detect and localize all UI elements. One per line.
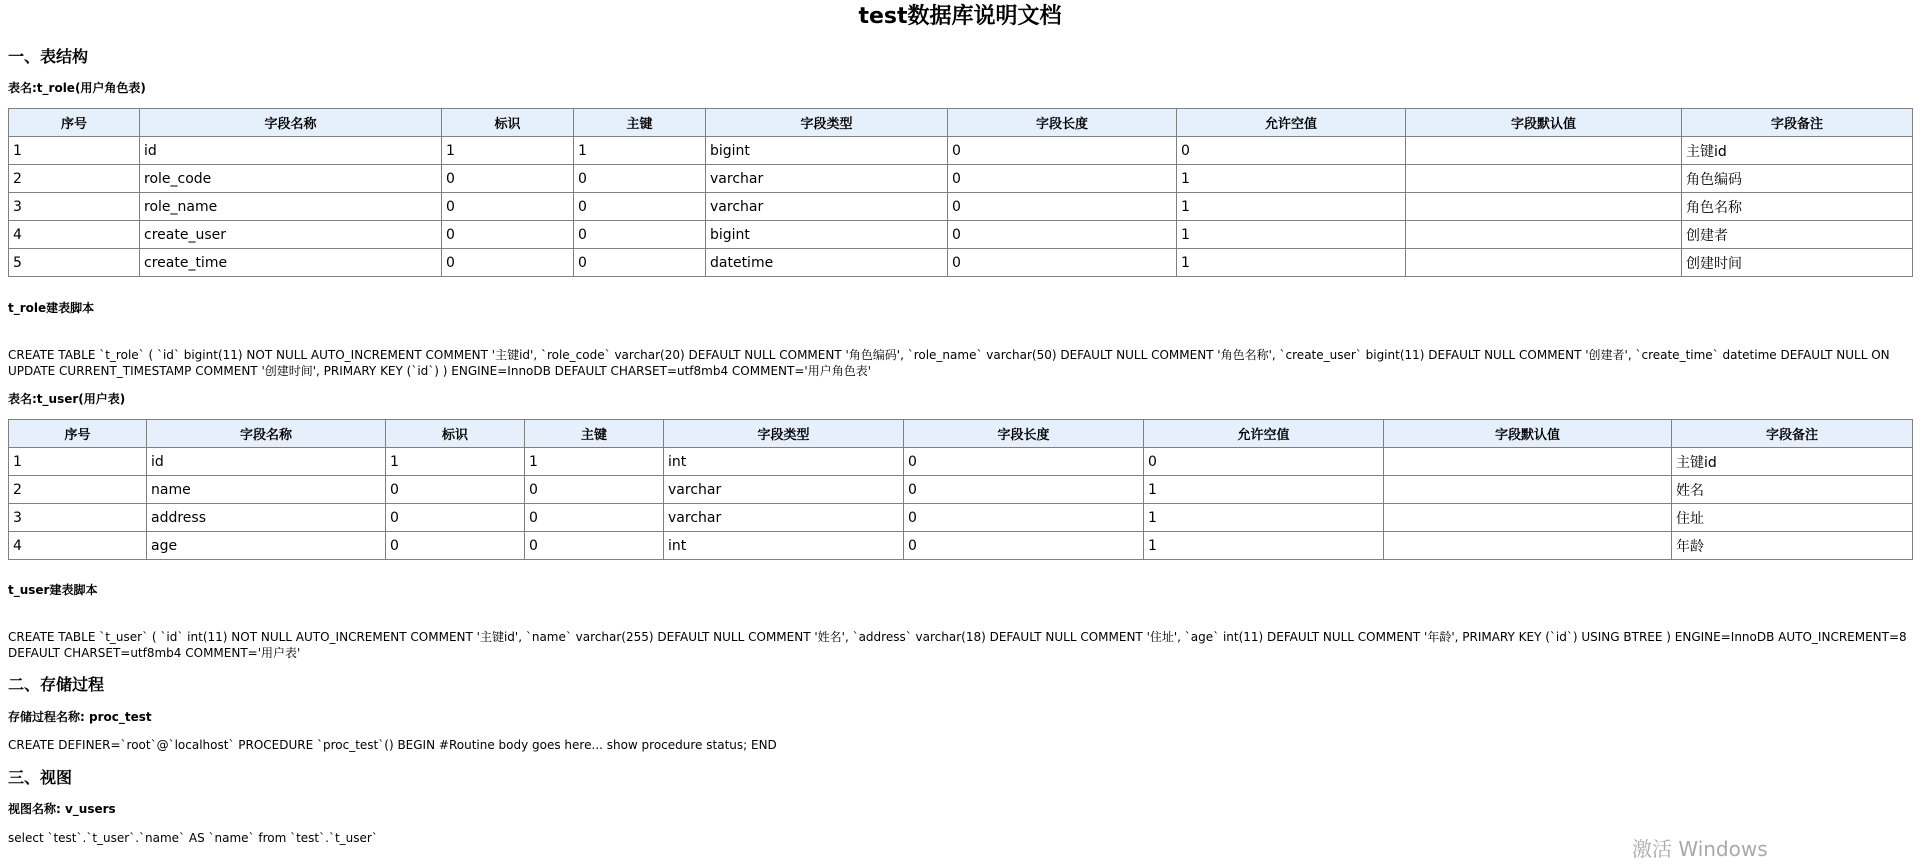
column-header-field-type: 字段类型 xyxy=(706,109,948,137)
cell-default-value xyxy=(1406,249,1682,277)
cell-field-type: int xyxy=(664,532,904,560)
column-header-identity: 标识 xyxy=(386,420,525,448)
windows-activation-watermark: 激活 Windows xyxy=(1632,837,1768,861)
column-header-primary-key: 主键 xyxy=(525,420,664,448)
cell-identity: 0 xyxy=(442,249,574,277)
cell-default-value xyxy=(1406,193,1682,221)
column-header-index: 序号 xyxy=(9,420,147,448)
table-caption-t-role: 表名:t_role(用户角色表) xyxy=(8,81,146,95)
cell-field-type: varchar xyxy=(706,165,948,193)
table-row xyxy=(9,532,1913,560)
cell-field-length: 0 xyxy=(948,221,1177,249)
table-row xyxy=(9,476,1913,504)
cell-default-value xyxy=(1384,476,1672,504)
cell-identity: 0 xyxy=(386,504,525,532)
column-header-nullable: 允许空值 xyxy=(1144,420,1384,448)
column-header-default-value: 字段默认值 xyxy=(1406,109,1682,137)
cell-index: 2 xyxy=(9,476,147,504)
table-row xyxy=(9,448,1913,476)
cell-field-name: name xyxy=(147,476,386,504)
cell-identity: 1 xyxy=(442,137,574,165)
script-label-t-user: t_user建表脚本 xyxy=(8,583,98,597)
table-row xyxy=(9,249,1913,277)
view-name-label: 视图名称: v_users xyxy=(8,802,116,816)
document-title: test数据库说明文档 xyxy=(858,4,1062,29)
cell-field-length: 0 xyxy=(948,137,1177,165)
cell-field-name: create_user xyxy=(140,221,442,249)
cell-field-type: bigint xyxy=(706,221,948,249)
column-header-field-length: 字段长度 xyxy=(904,420,1144,448)
column-header-index: 序号 xyxy=(9,109,140,137)
cell-comment: 创建时间 xyxy=(1682,249,1913,277)
cell-field-name: id xyxy=(140,137,442,165)
cell-comment: 年龄 xyxy=(1672,532,1913,560)
create-script-t-user: CREATE TABLE `t_user` ( `id` int(11) NOT NULL AUTO_INCREMENT COMMENT '主键id', `name` varchar(255) DEFAULT NULL COMMENT '姓名', `address` varchar(18) DEFAULT NULL COMMENT '住址', `age` int(11) DEFAULT NULL COMMENT '年龄', PRIMARY KEY (`id`) USING BTREE ) ENGINE=InnoDB AUTO_INCREMENT=8 DEFAULT CHARSET=utf8mb4 COMMENT='用户表' xyxy=(8,630,1907,660)
section-heading-stored-procedures: 二、存储过程 xyxy=(8,675,105,694)
t-role-fields-table xyxy=(8,108,1913,277)
cell-field-length: 0 xyxy=(904,476,1144,504)
cell-identity: 0 xyxy=(442,221,574,249)
cell-index: 1 xyxy=(9,137,140,165)
create-script-t-role: CREATE TABLE `t_role` ( `id` bigint(11) NOT NULL AUTO_INCREMENT COMMENT '主键id', `role_code` varchar(20) DEFAULT NULL COMMENT '角色编码', `role_name` varchar(50) DEFAULT NULL COMMENT '角色名称', `create_user` bigint(11) DEFAULT NULL COMMENT '创建者', `create_time` datetime DEFAULT NULL ON UPDATE CURRENT_TIMESTAMP COMMENT '创建时间', PRIMARY KEY (`id`) ) ENGINE=InnoDB DEFAULT CHARSET=utf8mb4 COMMENT='用户角色表' xyxy=(8,348,1890,378)
table-caption-t-user: 表名:t_user(用户表) xyxy=(8,392,126,406)
table-header-row xyxy=(9,109,1913,137)
cell-primary-key: 0 xyxy=(525,504,664,532)
cell-comment: 姓名 xyxy=(1672,476,1913,504)
procedure-name-label: 存储过程名称: proc_test xyxy=(8,710,152,724)
cell-index: 3 xyxy=(9,193,140,221)
cell-primary-key: 0 xyxy=(574,221,706,249)
cell-identity: 0 xyxy=(386,476,525,504)
column-header-field-name: 字段名称 xyxy=(140,109,442,137)
cell-nullable: 1 xyxy=(1144,532,1384,560)
cell-identity: 0 xyxy=(386,532,525,560)
table-row xyxy=(9,221,1913,249)
cell-field-length: 0 xyxy=(904,532,1144,560)
cell-index: 4 xyxy=(9,221,140,249)
cell-primary-key: 0 xyxy=(574,193,706,221)
cell-nullable: 0 xyxy=(1144,448,1384,476)
cell-primary-key: 0 xyxy=(574,165,706,193)
column-header-field-type: 字段类型 xyxy=(664,420,904,448)
section-heading-views: 三、视图 xyxy=(8,768,73,787)
table-row xyxy=(9,137,1913,165)
cell-nullable: 1 xyxy=(1177,165,1406,193)
column-header-comment: 字段备注 xyxy=(1672,420,1913,448)
column-header-field-length: 字段长度 xyxy=(948,109,1177,137)
cell-field-length: 0 xyxy=(948,165,1177,193)
cell-index: 3 xyxy=(9,504,147,532)
cell-field-type: varchar xyxy=(706,193,948,221)
cell-default-value xyxy=(1384,504,1672,532)
cell-field-type: bigint xyxy=(706,137,948,165)
cell-field-type: varchar xyxy=(664,476,904,504)
cell-comment: 主键id xyxy=(1672,448,1913,476)
cell-field-length: 0 xyxy=(948,249,1177,277)
t-user-fields-table xyxy=(8,419,1913,560)
cell-field-name: role_name xyxy=(140,193,442,221)
cell-comment: 角色编码 xyxy=(1682,165,1913,193)
cell-field-type: datetime xyxy=(706,249,948,277)
column-header-primary-key: 主键 xyxy=(574,109,706,137)
cell-default-value xyxy=(1406,137,1682,165)
table-row xyxy=(9,504,1913,532)
cell-primary-key: 0 xyxy=(525,532,664,560)
cell-comment: 住址 xyxy=(1672,504,1913,532)
cell-default-value xyxy=(1406,165,1682,193)
cell-field-name: role_code xyxy=(140,165,442,193)
view-sql: select `test`.`t_user`.`name` AS `name` from `test`.`t_user` xyxy=(8,831,378,845)
cell-field-name: create_time xyxy=(140,249,442,277)
table-header-row xyxy=(9,420,1913,448)
procedure-sql: CREATE DEFINER=`root`@`localhost` PROCEDURE `proc_test`() BEGIN #Routine body goes here... show procedure status; END xyxy=(8,738,777,752)
cell-identity: 0 xyxy=(442,165,574,193)
cell-field-name: age xyxy=(147,532,386,560)
cell-primary-key: 1 xyxy=(574,137,706,165)
cell-comment: 角色名称 xyxy=(1682,193,1913,221)
cell-nullable: 1 xyxy=(1144,476,1384,504)
cell-nullable: 1 xyxy=(1144,504,1384,532)
cell-nullable: 1 xyxy=(1177,221,1406,249)
cell-field-name: id xyxy=(147,448,386,476)
table-row xyxy=(9,165,1913,193)
section-heading-table-structure: 一、表结构 xyxy=(8,47,89,66)
cell-nullable: 0 xyxy=(1177,137,1406,165)
cell-index: 1 xyxy=(9,448,147,476)
cell-comment: 主键id xyxy=(1682,137,1913,165)
script-label-t-role: t_role建表脚本 xyxy=(8,301,95,315)
cell-field-length: 0 xyxy=(904,504,1144,532)
table-row xyxy=(9,193,1913,221)
cell-field-type: varchar xyxy=(664,504,904,532)
cell-nullable: 1 xyxy=(1177,249,1406,277)
column-header-field-name: 字段名称 xyxy=(147,420,386,448)
cell-identity: 1 xyxy=(386,448,525,476)
cell-index: 4 xyxy=(9,532,147,560)
cell-field-length: 0 xyxy=(948,193,1177,221)
column-header-nullable: 允许空值 xyxy=(1177,109,1406,137)
cell-index: 5 xyxy=(9,249,140,277)
cell-default-value xyxy=(1384,532,1672,560)
column-header-comment: 字段备注 xyxy=(1682,109,1913,137)
column-header-default-value: 字段默认值 xyxy=(1384,420,1672,448)
cell-nullable: 1 xyxy=(1177,193,1406,221)
cell-index: 2 xyxy=(9,165,140,193)
cell-field-length: 0 xyxy=(904,448,1144,476)
cell-identity: 0 xyxy=(442,193,574,221)
cell-field-type: int xyxy=(664,448,904,476)
cell-default-value xyxy=(1384,448,1672,476)
cell-field-name: address xyxy=(147,504,386,532)
cell-primary-key: 1 xyxy=(525,448,664,476)
cell-comment: 创建者 xyxy=(1682,221,1913,249)
cell-primary-key: 0 xyxy=(525,476,664,504)
cell-primary-key: 0 xyxy=(574,249,706,277)
column-header-identity: 标识 xyxy=(442,109,574,137)
cell-default-value xyxy=(1406,221,1682,249)
